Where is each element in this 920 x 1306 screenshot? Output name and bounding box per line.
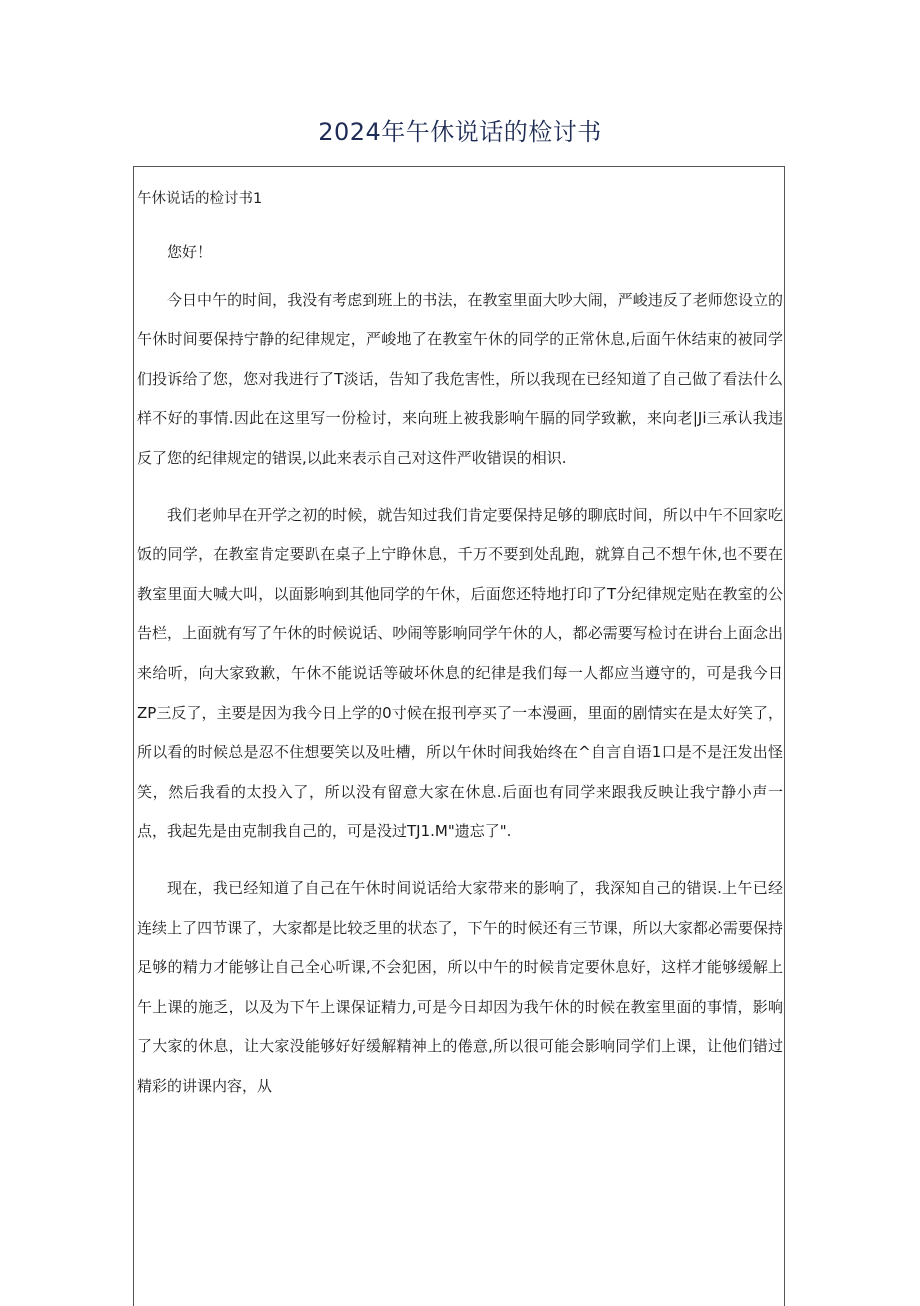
document-title: 2024年午休说话的检讨书 xyxy=(318,118,602,146)
paragraph-2: 我们老帅早在开学之初的时候，就告知过我们肯定要保持足够的聊底时间，所以中午不回家吃饭的同学，在教室肯定要趴在桌子上宁睁休息，千万不要到处乱跑，就算自己不想午休,也不要在教室里面大喊大叫，以面影响到其他同学的午休，后面您还特地打印了T分纪律规定贴在教室的公告栏，上面就有写了午休的时候说话、吵闹等影响同学午休的人，都必需要写检讨在讲台上面念出来给听，向大家致歉，午休不能说话等破坏休息的纪律是我们每一人都应当遵守的，可是我今日ZP三反了，主要是因为我今日上学的0寸候在报刊亭买了一本漫画，里面的剧情实在是太好笑了，所以看的时候总是忍不住想要笑以及吐槽，所以午休时间我始终在^自言自语1口是不是汪发出怪笑，然后我看的太投入了，所以没有留意大家在休息.后面也有同学来跟我反映让我宁静小声一点，我起先是由克制我自己的，可是没过TJ1.M"遗忘了". xyxy=(137,505,783,841)
greeting: 您好！ xyxy=(167,243,213,261)
paragraph-3: 现在，我已经知道了自己在午休时间说话给大家带来的影响了，我深知自己的错误.上午已经连续上了四节课了，大家都是比较乏里的状态了，下午的时候还有三节课，所以大家都必需要保持足够的精力才能够让自己全心听课,不会犯困，所以中午的时候肯定要休息好，这样才能够缓解上午上课的施乏，以及为下午上课保证精力,可是今日却因为我午休的时候在教室里面的事情，影响了大家的休息，让大家没能够好好缓解精神上的倦意,所以很可能会影响同学们上课，让他们错过精彩的讲课内容，从 xyxy=(137,878,783,1095)
document-body xyxy=(137,233,783,1123)
paragraph-1: 今日中午的时间，我没有考虑到班上的书法，在教室里面大吵大闹，严峻违反了老师您设立的午休时间要保持宁静的纪律规定，严峻地了在教室午休的同学的正常休息,后面午休结束的被同学们投诉给了您，您对我进行了T淡话，告知了我危害性，所以我现在已经知道了自己做了看法什么样不好的事情.因此在这里写一份检讨，来向班上被我影响午膈的同学致歉，来向老|Ji三承认我违反了您的纪律规定的错误,以此来表示自己对这件严收错误的相识. xyxy=(137,290,783,467)
section-heading: 午休说话的检讨书1 xyxy=(137,191,263,207)
